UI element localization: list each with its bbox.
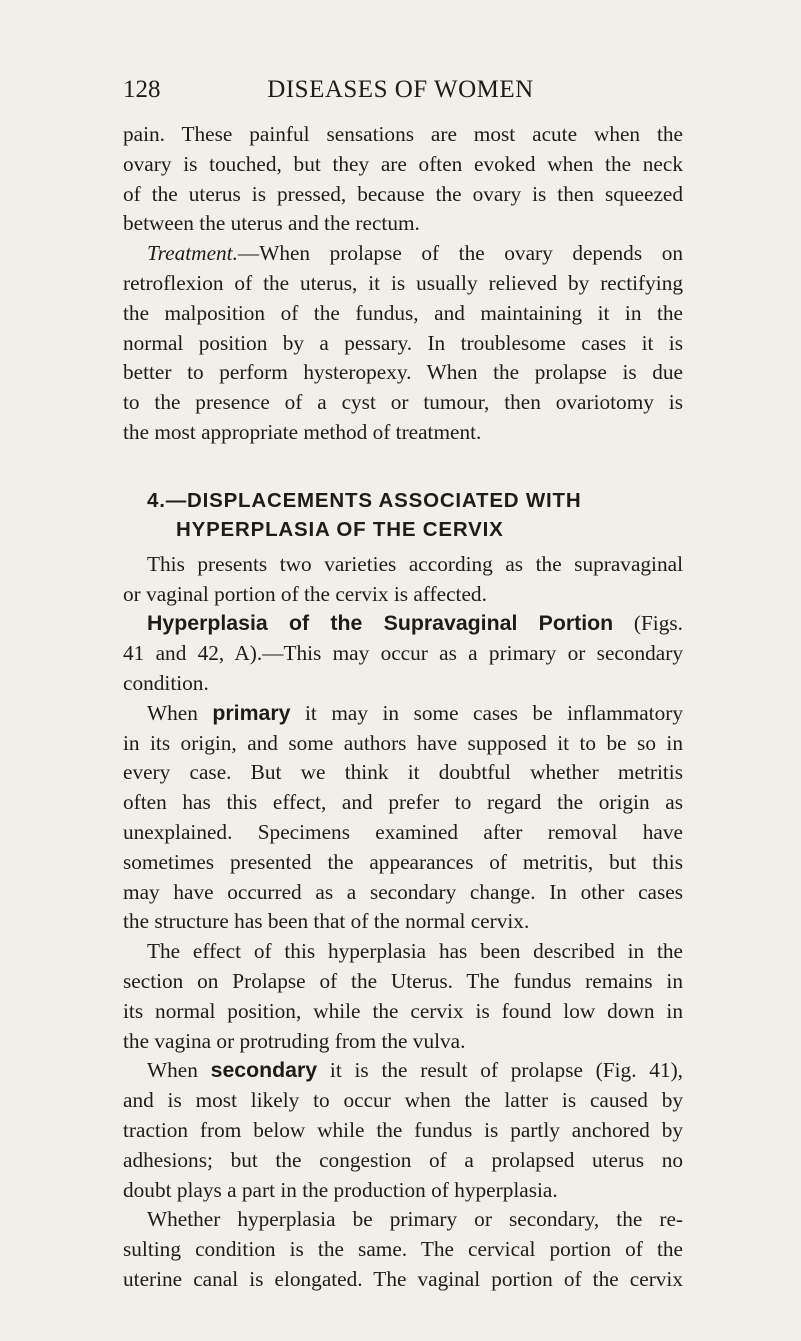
text-line: unexplained. Specimens examined after removal have [123, 819, 683, 844]
section-heading [123, 486, 683, 544]
text-line: better to perform hysteropexy. When the prolapse is due [123, 360, 683, 385]
text-line: doubt plays a part in the production of hyperplasia. [123, 1177, 558, 1202]
section-heading-line-2: HYPERPLASIA OF THE CERVIX [176, 517, 504, 541]
text-line: Whether hyperplasia be primary or secondary, the re- [147, 1207, 683, 1232]
page-number: 128 [123, 76, 161, 103]
text-line: in its origin, and some authors have supposed it to be so in [123, 730, 683, 755]
text-line: uterine canal is elongated. The vaginal portion of the cervix [123, 1266, 683, 1291]
text-line [123, 1056, 683, 1086]
text-line: often has this effect, and prefer to regard the origin as [123, 790, 683, 815]
treatment-label: Treatment. [147, 241, 238, 266]
text-line: ovary is touched, but they are often evoked when the neck [123, 151, 683, 176]
keyword-primary: primary [212, 700, 291, 725]
running-title: DISEASES OF WOMEN [267, 76, 534, 103]
text-line: sometimes presented the appearances of metritis, but this [123, 849, 683, 874]
text-fragment: When [147, 700, 213, 725]
text-line: The effect of this hyperplasia has been described in the [147, 939, 683, 964]
text-line [123, 699, 683, 729]
text-line: between the uterus and the rectum. [123, 211, 420, 236]
section-heading-line-1: 4.—DISPLACEMENTS ASSOCIATED WITH [147, 488, 582, 512]
text-line: to the presence of a cyst or tumour, then ovariotomy is [123, 390, 683, 415]
text-line: and is most likely to occur when the latter is caused by [123, 1088, 683, 1113]
text-line: the most appropriate method of treatment. [123, 419, 482, 444]
text-line: sulting condition is the same. The cervical portion of the [123, 1237, 683, 1262]
text-line: adhesions; but the congestion of a prolapsed uterus no [123, 1147, 683, 1172]
page-body [123, 120, 683, 1295]
text-line: pain. These painful sensations are most acute when the [123, 122, 683, 146]
text-line: its normal position, while the cervix is found low down in [123, 998, 683, 1023]
paragraph-1 [123, 120, 683, 239]
paragraph-3 [123, 550, 683, 610]
text-fragment: it is the result of prolapse (Fig. 41), [317, 1058, 683, 1083]
paragraph-treatment [123, 239, 683, 448]
text-line: the malposition of the fundus, and maintaining it in the [123, 300, 683, 325]
text-line [123, 239, 683, 269]
text-line: or vaginal portion of the cervix is affected. [123, 581, 487, 606]
text-line: the structure has been that of the normal cervix. [123, 909, 530, 934]
text-fragment: When [147, 1058, 211, 1083]
paragraph-8 [123, 1205, 683, 1294]
page-header [0, 76, 801, 110]
text-line: the vagina or protruding from the vulva. [123, 1028, 466, 1053]
text-fragment: it may in some cases be inflammatory [290, 700, 683, 725]
text-line [123, 609, 683, 639]
text-line: 41 and 42, A).—This may occur as a primary or secondary [123, 641, 683, 666]
text-fragment: (Figs. [613, 611, 683, 636]
text-line: normal position by a pessary. In troublesome cases it is [123, 330, 683, 355]
keyword-secondary: secondary [210, 1058, 318, 1083]
text-line: This presents two varieties according as the supravaginal [147, 551, 683, 576]
paragraph-5 [123, 699, 683, 937]
text-fragment: —When prolapse of the ovary depends on [237, 241, 683, 266]
text-line: may have occurred as a secondary change. In other cases [123, 879, 683, 904]
paragraph-4 [123, 609, 683, 698]
subsection-title: Hyperplasia of the Supravaginal Portion [147, 611, 614, 636]
text-line: section on Prolapse of the Uterus. The fundus remains in [123, 968, 683, 993]
text-line: retroflexion of the uterus, it is usually relieved by rectifying [123, 270, 683, 295]
text-line: traction from below while the fundus is partly anchored by [123, 1117, 683, 1142]
text-line: of the uterus is pressed, because the ovary is then squeezed [123, 181, 683, 206]
paragraph-7 [123, 1056, 683, 1205]
text-line: condition. [123, 670, 209, 695]
paragraph-6 [123, 937, 683, 1056]
text-line: every case. But we think it doubtful whether metritis [123, 760, 683, 785]
